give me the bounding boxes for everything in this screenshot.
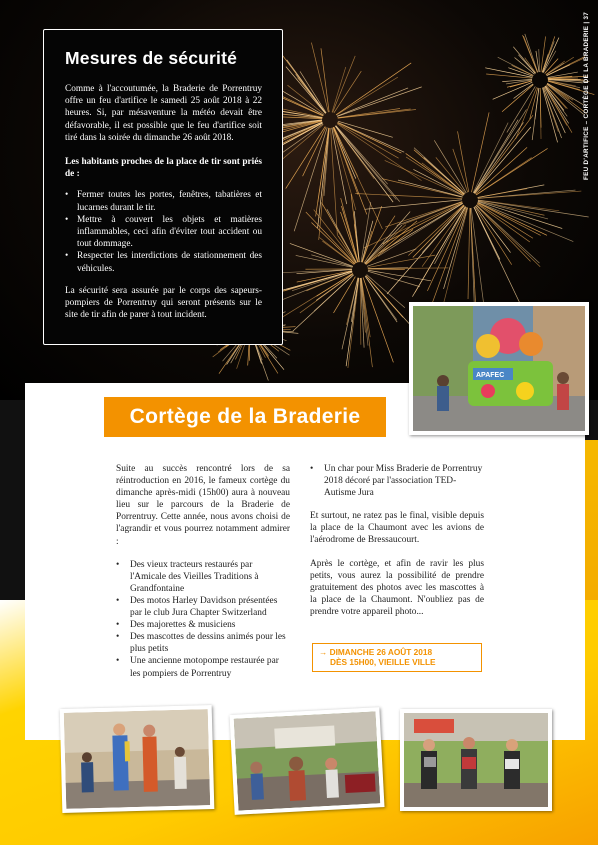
after-paragraph: Après le cortège, et afin de ravir les plus petits, vous aurez la possibilité de prendre gratuitement des photos avec les mascottes à la place de la Chaumont. N'oubliez pas de prendre votre appareil photo... — [310, 558, 484, 617]
safety-closing: La sécurité sera assurée par le corps des sapeurs-pompiers de Porrentruy qui seront présents sur le site de tir afin de parer à tout incident. — [65, 285, 262, 321]
list-item: • Des vieux tracteurs restaurés par l'Amicale des Vieilles Traditions à Grandfontaine — [130, 559, 290, 595]
safety-intro: Comme à l'accoutumée, la Braderie de Porrentruy offre un feu d'artifice le samedi 25 août 2018 à 22 heures. Si, par mésaventure la météo devait être défavorable, il est possible que le feu d'artifice soit tiré dans la soirée du dimanche 26 août 2018. — [65, 84, 262, 143]
cortege-column-right — [310, 463, 484, 618]
street-crowd-photo — [229, 707, 384, 815]
cortege-title: Cortège de la Braderie — [104, 397, 386, 437]
svg-text:APAFEC: APAFEC — [476, 372, 505, 379]
list-item: • Des mascottes de dessins animés pour les plus petits — [130, 631, 290, 655]
list-item: • Des motos Harley Davidson présentées par le club Jura Chapter Switzerland — [130, 595, 290, 619]
brochure-page: FEU D'ARTIFICE – CORTÈGE DE LA BRADERIE | 37 Mesures de sécurité Comme à l'accoutumée, la Braderie de Porrentruy offre un feu d'artifice le samedi 25 août 2018 à 22 heures. Si, par mésaventure la météo devait être défavorable, il est possible que le feu d'artifice soit tiré dans la soirée du dimanche 26 août 2018. Les habitants proches de la place de tir sont priés de : • Fermer toutes les portes, fenêtres, tabatières et lucarnes durant le tir. • Mettre à couvert les objets et matières inflammables, ceci afin d'éviter tout accident ou tout dommage. • Respecter les interdictions de stationnement des véhicules. La sécurité sera assurée par le corps des sapeurs-pompiers de Porrentruy qui seront présents sur le site de tir afin de parer à tout incident. APAFEC Cortège de la Braderie Suite au succès rencontré lors de sa réintroduction en 2016, le fameux cortège du dimanche après-midi (15h00) aura à nouveau lieu sur le parcours de la Braderie de Porrentruy. Cette année, nous avons choisi de l'agrandir et vous pourrez notamment admirer : • Des vieux tracteurs restaurés par l'Amicale des Vieilles Traditions à Grandfontaine • Des motos Harley Davidson présentées par le club Jura Chapter Switzerland • Des majorettes & musiciens • Des mascottes de dessins animés pour les plus petits • Une ancienne motopompe restaurée par les pompiers de Porrentruy • Un char pour Miss Braderie de Porrentruy 2018 décoré par l'association TED-Autisme Jura Et surtout, ne ratez pas le final, visible depuis la place de la Chaumont avec les avions de l'aérodrome de Bressaucourt. Après le cortège, et afin de ravir les plus petits, vous aurez la possibilité de prendre gratuitement des photos avec les mascottes à la place de la Chaumont. N'oubliez pas de prendre votre appareil photo... → DIMANCHE 26 AOÛT 2018 DÈS 15H00, VIEILLE VILLE — [0, 0, 598, 845]
date-line: → DIMANCHE 26 AOÛT 2018 — [319, 647, 433, 657]
cortege-list-continued — [310, 463, 484, 499]
list-item: • Un char pour Miss Braderie de Porrentruy 2018 décoré par l'association TED-Autisme Jura — [324, 463, 484, 499]
list-item: • Une ancienne motopompe restaurée par les pompiers de Porrentruy — [130, 655, 290, 679]
date-callout — [312, 643, 482, 672]
list-item: • Fermer toutes les portes, fenêtres, tabatières et lucarnes durant le tir. — [77, 189, 262, 213]
performers-photo — [60, 705, 215, 813]
time-place-line: DÈS 15H00, VIEILLE VILLE — [330, 657, 436, 667]
residents-heading: Les habitants proches de la place de tir sont priés de : — [65, 157, 262, 180]
parade-float-photo — [409, 302, 589, 435]
safety-title: Mesures de sécurité — [65, 48, 238, 68]
list-item: • Respecter les interdictions de stationnement des véhicules. — [77, 250, 262, 274]
list-item: • Des majorettes & musiciens — [130, 619, 290, 631]
cortege-column-left — [116, 463, 290, 680]
musicians-photo — [400, 709, 552, 811]
safety-box — [43, 29, 283, 345]
list-item: • Mettre à couvert les objets et matières inflammables, ceci afin d'éviter tout accident ou tout dommage. — [77, 214, 262, 251]
finale-paragraph: Et surtout, ne ratez pas le final, visible depuis la place de la Chaumont avec les avions de l'aérodrome de Bressaucourt. — [310, 511, 484, 546]
cortege-list — [116, 559, 290, 680]
cortege-intro: Suite au succès rencontré lors de sa réintroduction en 2016, le fameux cortège du dimanche après-midi (15h00) aura à nouveau lieu sur le parcours de la Braderie de Porrentruy. Cette année, nous avons choisi de l'agrandir et vous pourrez notamment admirer : — [116, 464, 290, 547]
safety-list — [65, 189, 262, 274]
